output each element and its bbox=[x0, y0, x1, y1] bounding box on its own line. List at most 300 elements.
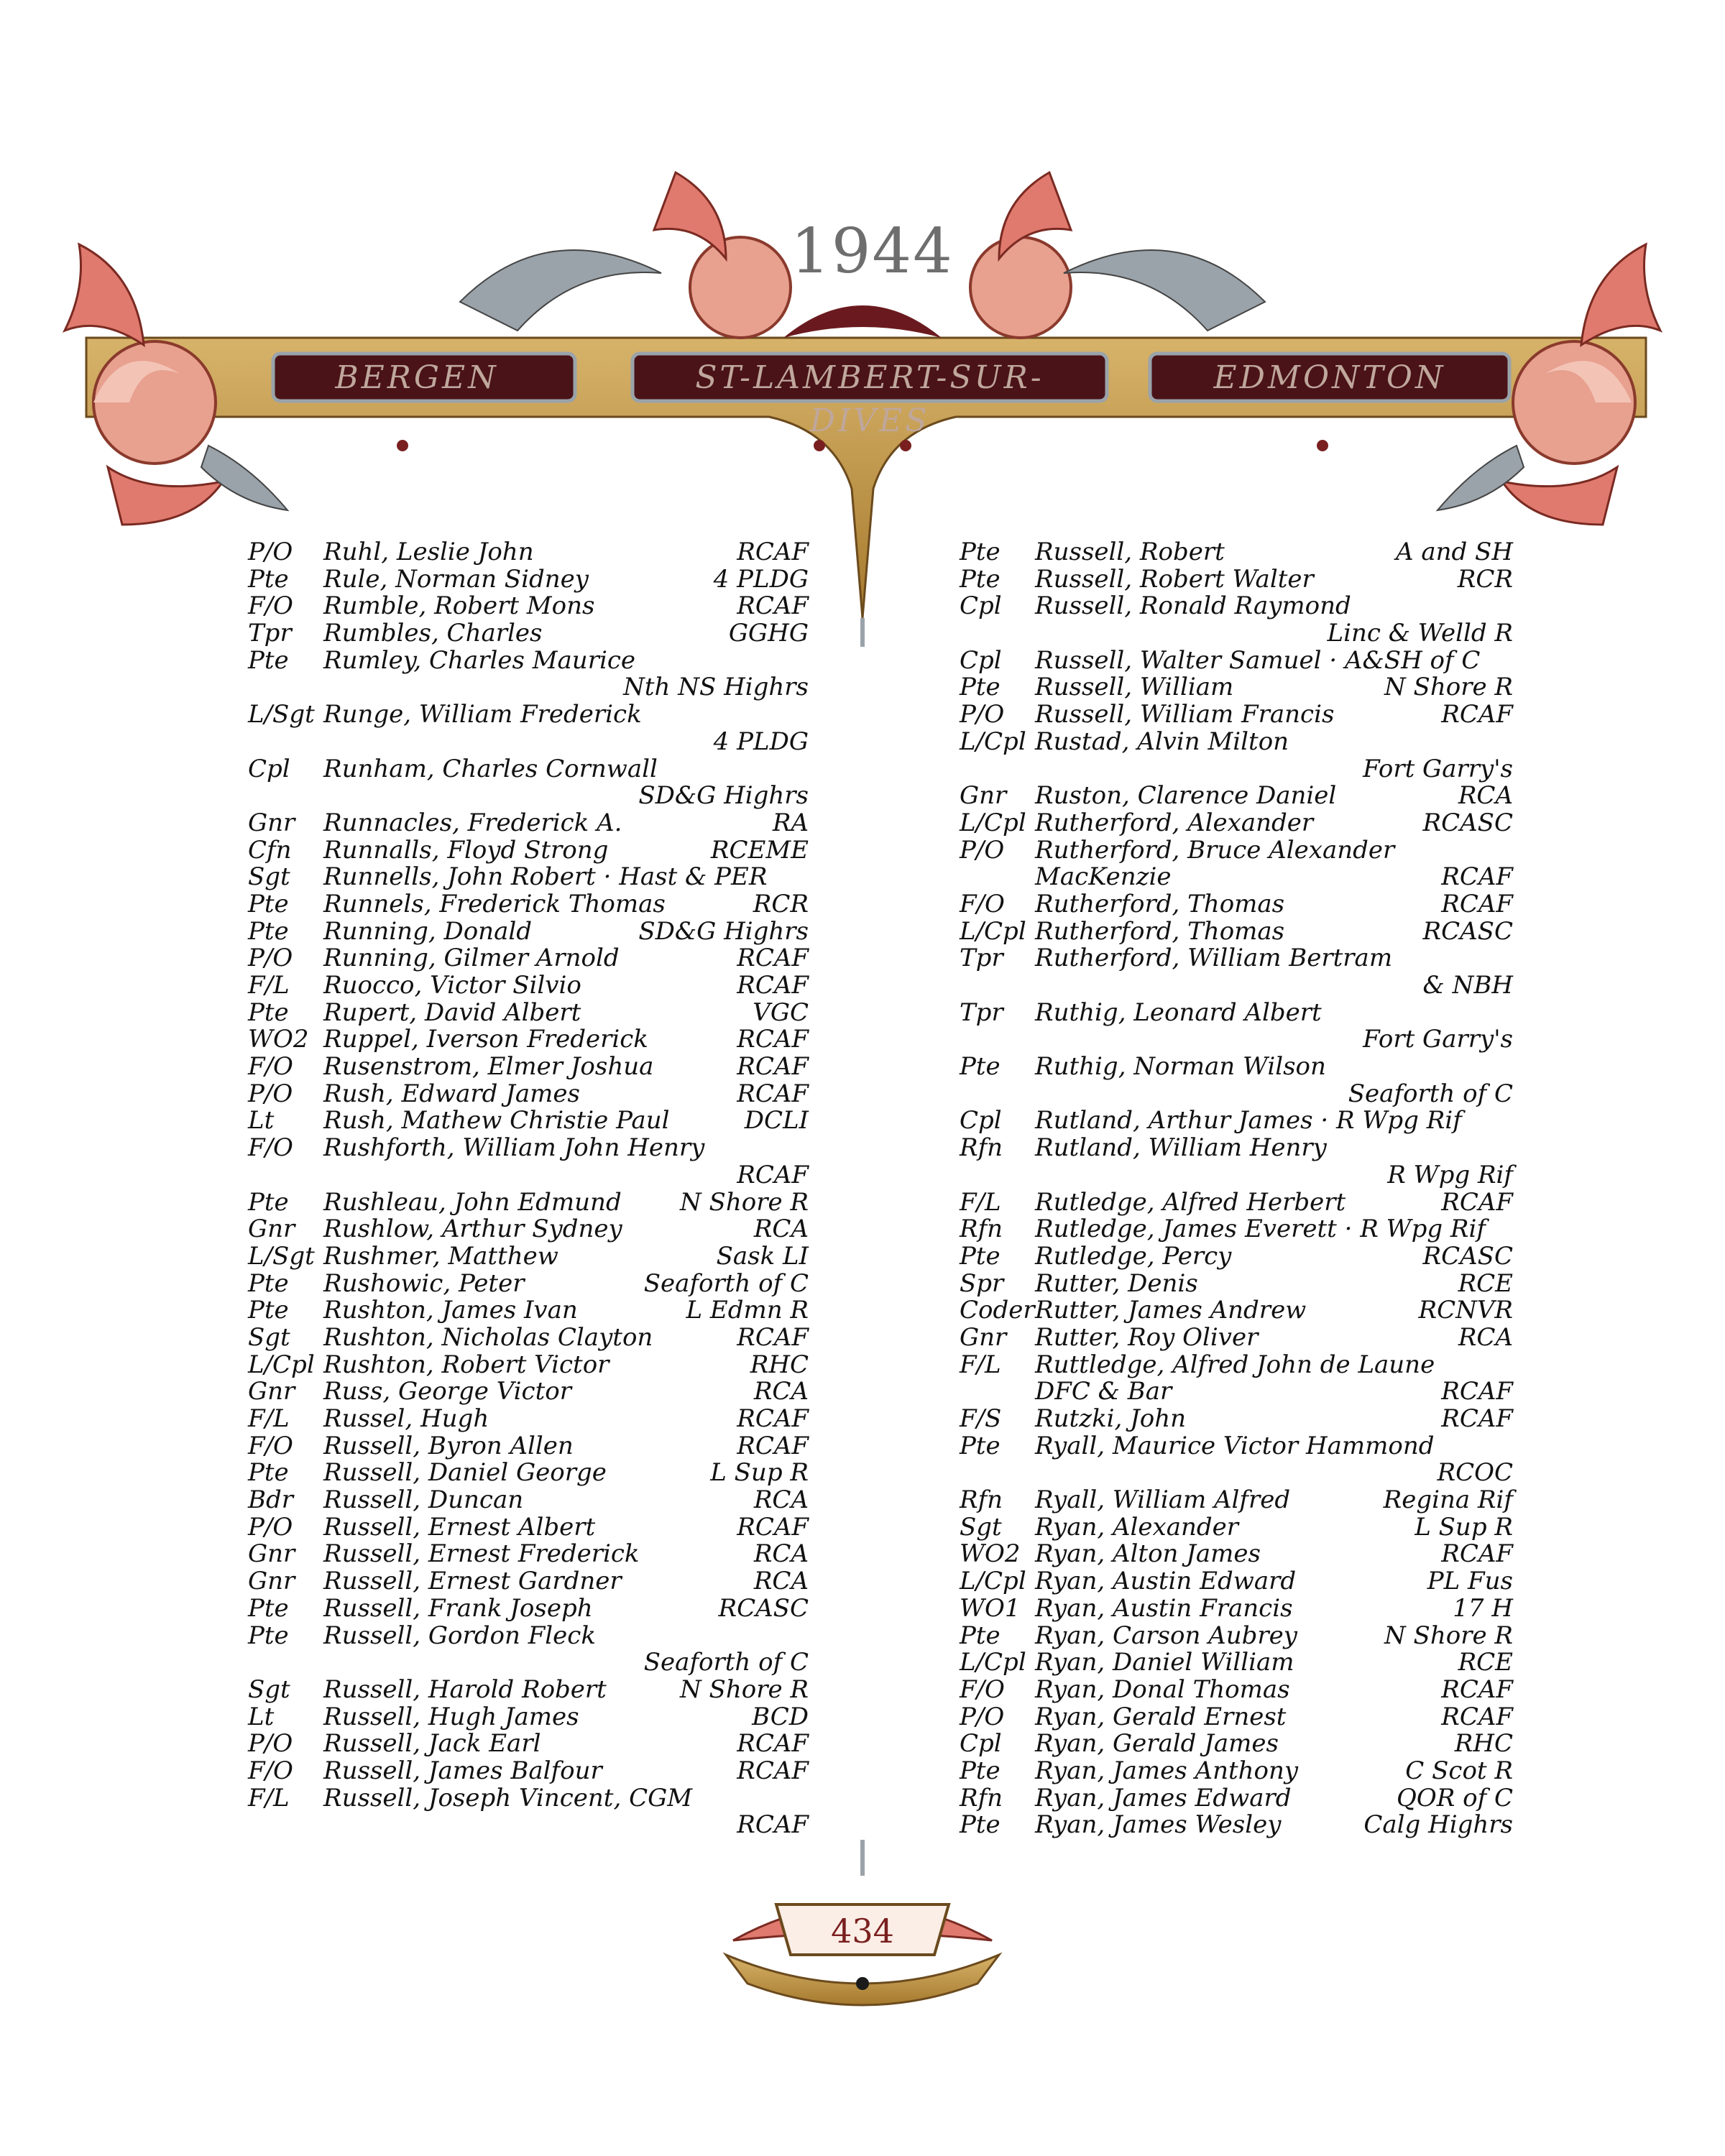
rank-label: Tpr bbox=[960, 944, 1003, 973]
rank-label: L/Cpl bbox=[960, 916, 1026, 946]
list-item bbox=[248, 918, 809, 946]
list-item bbox=[248, 810, 809, 837]
unit-label: RCAF bbox=[1441, 700, 1513, 729]
unit-label: RCR bbox=[753, 889, 809, 918]
name-label: Rutland, William Henry bbox=[1035, 1133, 1327, 1163]
rank-label: Sgt bbox=[248, 1674, 290, 1704]
unit-label: Sask LI bbox=[716, 1241, 809, 1271]
list-item bbox=[248, 783, 809, 810]
list-item bbox=[248, 756, 809, 783]
rank-label: Pte bbox=[248, 1621, 289, 1650]
unit-label: Calg Highrs bbox=[1363, 1810, 1513, 1840]
unit-label: 17 H bbox=[1453, 1593, 1513, 1623]
rank-label: F/O bbox=[248, 1052, 293, 1082]
list-item bbox=[248, 1433, 809, 1460]
list-item bbox=[960, 1352, 1513, 1379]
list-item bbox=[960, 810, 1513, 837]
unit-label: RA bbox=[772, 808, 809, 837]
rank-label: Pte bbox=[248, 645, 289, 675]
rank-label: Cpl bbox=[960, 591, 1002, 621]
name-label: Ryan, Austin Francis bbox=[1035, 1593, 1293, 1623]
name-label: Rushowic, Peter bbox=[323, 1268, 525, 1298]
list-item bbox=[248, 1487, 809, 1514]
name-label: Rutherford, Bruce Alexander bbox=[1035, 835, 1395, 865]
unit-label: RCAF bbox=[737, 1512, 809, 1542]
right-name-column bbox=[960, 539, 1513, 1839]
name-label: Russell, Ronald Raymond bbox=[1035, 591, 1351, 621]
unit-label: RCASC bbox=[718, 1593, 809, 1623]
rank-label: Pte bbox=[248, 1593, 289, 1623]
banner-middle-label: ST-LAMBERT-SUR-DIVES bbox=[695, 359, 1044, 439]
rank-label: Rfn bbox=[960, 1783, 1003, 1812]
rank-label: Sgt bbox=[960, 1512, 1002, 1542]
name-label: Running, Donald bbox=[323, 916, 532, 946]
rank-label: Pte bbox=[960, 564, 1000, 594]
list-item bbox=[960, 1378, 1513, 1406]
rank-label: WO2 bbox=[248, 1025, 309, 1054]
unit-label: RCA bbox=[753, 1215, 809, 1244]
list-item bbox=[960, 1026, 1513, 1054]
rank-label: F/O bbox=[248, 1756, 293, 1785]
rank-label: L/Cpl bbox=[960, 727, 1026, 756]
unit-label: Seaforth of C bbox=[643, 1268, 809, 1298]
unit-label: RCAF bbox=[737, 1404, 809, 1433]
list-item bbox=[248, 1297, 809, 1325]
name-label: Rumley, Charles Maurice bbox=[323, 645, 635, 675]
list-item bbox=[248, 1322, 809, 1352]
unit-label: SD&G Highrs bbox=[638, 781, 809, 811]
unit-label: SD&G Highrs bbox=[638, 916, 809, 946]
list-item bbox=[960, 566, 1513, 594]
rank-label: P/O bbox=[960, 700, 1005, 729]
name-label: Russell, Hugh James bbox=[323, 1702, 579, 1731]
rank-label: F/O bbox=[248, 591, 293, 621]
rank-label: F/L bbox=[248, 1783, 290, 1812]
unit-label: RHC bbox=[1454, 1729, 1513, 1759]
list-item bbox=[960, 1433, 1513, 1460]
list-item bbox=[248, 566, 809, 594]
list-item bbox=[960, 593, 1513, 620]
list-item bbox=[248, 1054, 809, 1081]
list-item bbox=[248, 1758, 809, 1785]
rank-label: Gnr bbox=[248, 808, 295, 837]
list-item bbox=[960, 729, 1513, 756]
list-item bbox=[248, 1649, 809, 1677]
list-item bbox=[248, 1268, 809, 1298]
rank-label: Gnr bbox=[248, 1567, 295, 1596]
name-label: Rushlow, Arthur Sydney bbox=[323, 1215, 622, 1244]
unit-label: RCAF bbox=[1441, 1674, 1513, 1704]
unit-label: R Wpg Rif bbox=[1387, 1160, 1513, 1189]
name-label: MacKenzie bbox=[1035, 862, 1172, 892]
rank-label: Pte bbox=[248, 564, 289, 594]
name-label: Running, Gilmer Arnold bbox=[323, 944, 620, 973]
list-item bbox=[248, 1216, 809, 1243]
list-item bbox=[248, 1595, 809, 1623]
name-label: Ruttledge, Alfred John de Laune bbox=[1035, 1350, 1435, 1379]
rank-label: Pte bbox=[960, 1621, 1000, 1650]
name-label: Russel, Hugh bbox=[323, 1404, 489, 1433]
list-item bbox=[960, 972, 1513, 1000]
banner-left-label: BERGEN bbox=[335, 359, 499, 396]
list-item bbox=[960, 1054, 1513, 1081]
list-item bbox=[960, 1704, 1513, 1731]
name-label: Russell, Gordon Fleck bbox=[323, 1621, 596, 1650]
unit-label: RCAF bbox=[737, 1431, 809, 1460]
list-item bbox=[960, 1107, 1513, 1135]
unit-label: RCASC bbox=[1422, 1241, 1513, 1271]
list-item bbox=[248, 945, 809, 972]
unit-label: RCAF bbox=[1441, 862, 1513, 892]
rank-label: Tpr bbox=[960, 998, 1003, 1027]
rank-label: F/L bbox=[960, 1187, 1001, 1217]
rank-label: L/Cpl bbox=[248, 1350, 315, 1379]
unit-label: RCA bbox=[1458, 1322, 1513, 1352]
name-label: Ryan, Daniel William bbox=[1035, 1648, 1294, 1677]
unit-label: RCAF bbox=[737, 591, 809, 621]
rank-label: Rfn bbox=[960, 1215, 1003, 1244]
unit-label: QOR of C bbox=[1396, 1783, 1513, 1812]
year-heading: 1944 bbox=[791, 216, 954, 287]
rank-label: Pte bbox=[960, 1431, 1000, 1460]
name-label: Russell, William bbox=[1035, 673, 1234, 702]
unit-label: RCAF bbox=[737, 538, 809, 566]
unit-label: RCAF bbox=[1441, 1377, 1513, 1406]
name-label: Rutherford, William Bertram bbox=[1035, 944, 1393, 973]
list-item bbox=[960, 1514, 1513, 1542]
list-item bbox=[960, 1674, 1513, 1704]
name-label: Rushton, Robert Victor bbox=[323, 1350, 610, 1379]
list-item bbox=[960, 1460, 1513, 1487]
banner-right-label: EDMONTON bbox=[1213, 359, 1446, 396]
list-item bbox=[248, 1378, 809, 1406]
rank-label: WO1 bbox=[960, 1593, 1021, 1623]
name-label: Russell, Robert bbox=[1035, 538, 1225, 566]
list-item bbox=[960, 1623, 1513, 1650]
unit-label: RCA bbox=[753, 1485, 809, 1515]
rank-label: Pte bbox=[248, 1458, 289, 1488]
name-label: Russell, Frank Joseph bbox=[323, 1593, 593, 1623]
unit-label: L Edmn R bbox=[686, 1296, 809, 1325]
unit-label: N Shore R bbox=[1384, 673, 1513, 702]
rank-label: P/O bbox=[960, 835, 1005, 865]
name-label: Ryan, Austin Edward bbox=[1035, 1567, 1297, 1596]
unit-label: DCLI bbox=[744, 1106, 809, 1135]
name-label: Ruocco, Victor Silvio bbox=[323, 971, 581, 1000]
list-item bbox=[248, 864, 809, 891]
name-label: Rutledge, Percy bbox=[1035, 1241, 1232, 1271]
rank-label: Pte bbox=[248, 998, 289, 1027]
unit-label: BCD bbox=[752, 1702, 809, 1731]
rank-label: F/O bbox=[248, 1133, 293, 1163]
rank-label: Lt bbox=[248, 1106, 275, 1135]
list-item bbox=[248, 891, 809, 918]
list-item bbox=[248, 1541, 809, 1568]
name-label: Rumbles, Charles bbox=[323, 619, 543, 648]
name-label: Rutter, Roy Oliver bbox=[1035, 1322, 1259, 1352]
list-item bbox=[960, 1189, 1513, 1217]
list-item bbox=[960, 1268, 1513, 1298]
unit-label: Seaforth of C bbox=[643, 1648, 809, 1677]
name-label: Russell, James Balfour bbox=[323, 1756, 602, 1785]
rank-label: P/O bbox=[248, 1512, 293, 1542]
list-item bbox=[960, 1000, 1513, 1027]
list-item bbox=[248, 1189, 809, 1217]
list-item bbox=[248, 1081, 809, 1108]
unit-label: RCR bbox=[1457, 564, 1513, 594]
rank-label: Pte bbox=[960, 538, 1000, 566]
unit-label: N Shore R bbox=[680, 1187, 809, 1217]
rank-label: Cpl bbox=[960, 1106, 1002, 1135]
list-item bbox=[248, 1107, 809, 1135]
rank-label: L/Cpl bbox=[960, 1567, 1026, 1596]
unit-label: VGC bbox=[753, 998, 809, 1027]
rank-label: Sgt bbox=[248, 1322, 290, 1352]
rank-label: Bdr bbox=[248, 1485, 294, 1515]
rank-label: Cpl bbox=[960, 645, 1002, 675]
rank-label: Gnr bbox=[248, 1215, 295, 1244]
name-label: Runge, William Frederick bbox=[323, 700, 642, 729]
unit-label: N Shore R bbox=[680, 1674, 809, 1704]
list-item bbox=[960, 1785, 1513, 1812]
unit-label: Linc & Welld R bbox=[1327, 619, 1513, 648]
unit-label: A and SH bbox=[1395, 538, 1513, 566]
list-item bbox=[960, 756, 1513, 783]
name-label: Ryan, Gerald James bbox=[1035, 1729, 1279, 1759]
list-item bbox=[248, 1135, 809, 1162]
name-label: Ryan, James Anthony bbox=[1035, 1756, 1299, 1785]
list-item bbox=[248, 1026, 809, 1054]
name-label: Rutherford, Thomas bbox=[1035, 916, 1285, 946]
name-label: Russell, Harold Robert bbox=[323, 1674, 607, 1704]
name-label: Ryan, Gerald Ernest bbox=[1035, 1702, 1287, 1731]
name-label: Ryall, William Alfred bbox=[1035, 1485, 1291, 1515]
name-label: Ryan, James Edward bbox=[1035, 1783, 1292, 1812]
list-item bbox=[960, 1162, 1513, 1189]
name-label: Runnalls, Floyd Strong bbox=[323, 835, 609, 865]
list-item bbox=[960, 645, 1513, 675]
rank-label: Rfn bbox=[960, 1485, 1003, 1515]
list-item bbox=[960, 1758, 1513, 1785]
unit-label: RCASC bbox=[1422, 808, 1513, 837]
name-label: Runnels, Frederick Thomas bbox=[323, 889, 666, 918]
rank-label: F/L bbox=[960, 1350, 1001, 1379]
list-item bbox=[960, 1649, 1513, 1677]
rank-label: P/O bbox=[248, 1729, 293, 1759]
name-label: Runnacles, Frederick A. bbox=[323, 808, 622, 837]
rank-label: WO2 bbox=[960, 1539, 1021, 1569]
name-label: Runham, Charles Cornwall bbox=[323, 754, 658, 783]
rank-label: Pte bbox=[248, 916, 289, 946]
list-item bbox=[248, 1352, 809, 1379]
list-item bbox=[248, 1162, 809, 1189]
name-label: Ryan, Alton James bbox=[1035, 1539, 1261, 1569]
list-item bbox=[248, 1406, 809, 1433]
name-label: Russell, Ernest Albert bbox=[323, 1512, 596, 1542]
rank-label: F/L bbox=[248, 1404, 290, 1433]
rank-label: F/L bbox=[248, 971, 290, 1000]
name-label: Rustad, Alvin Milton bbox=[1035, 727, 1289, 756]
list-item bbox=[248, 1812, 809, 1839]
name-label: Russell, Joseph Vincent, CGM bbox=[323, 1783, 693, 1812]
name-label: Rupert, David Albert bbox=[323, 998, 581, 1027]
name-label: Rutherford, Alexander bbox=[1035, 808, 1314, 837]
name-label: Runnells, John Robert · Hast & PER bbox=[323, 862, 768, 892]
list-item bbox=[960, 1595, 1513, 1623]
list-item bbox=[960, 1216, 1513, 1243]
unit-label: RCAF bbox=[737, 1052, 809, 1082]
rank-label: Pte bbox=[248, 1187, 289, 1217]
unit-label: PL Fus bbox=[1427, 1567, 1513, 1596]
rank-label: P/O bbox=[248, 1079, 293, 1108]
list-item bbox=[960, 945, 1513, 972]
name-label: DFC & Bar bbox=[1035, 1377, 1172, 1406]
name-label: Russ, George Victor bbox=[323, 1377, 571, 1406]
name-label: Ryan, Alexander bbox=[1035, 1512, 1239, 1542]
list-item bbox=[248, 1731, 809, 1758]
rank-label: Pte bbox=[960, 1241, 1000, 1271]
list-item bbox=[248, 1460, 809, 1487]
rank-label: Gnr bbox=[248, 1377, 295, 1406]
name-label: Ruthig, Norman Wilson bbox=[1035, 1052, 1326, 1082]
list-item bbox=[960, 1487, 1513, 1514]
name-label: Rutherford, Thomas bbox=[1035, 889, 1285, 918]
name-label: Ruppel, Iverson Frederick bbox=[323, 1025, 648, 1054]
list-item bbox=[248, 674, 809, 701]
list-item bbox=[960, 1568, 1513, 1595]
list-item bbox=[960, 701, 1513, 729]
unit-label: RCAF bbox=[737, 1160, 809, 1189]
unit-label: RHC bbox=[750, 1350, 809, 1379]
name-label: Ryan, James Wesley bbox=[1035, 1810, 1282, 1840]
rank-label: Cpl bbox=[248, 754, 290, 783]
rank-label: Pte bbox=[960, 1052, 1000, 1082]
list-item bbox=[248, 1000, 809, 1027]
name-label: Russell, Duncan bbox=[323, 1485, 524, 1515]
list-item bbox=[960, 1243, 1513, 1271]
unit-label: GGHG bbox=[728, 619, 809, 648]
unit-label: RCAF bbox=[737, 1810, 809, 1840]
name-label: Rush, Edward James bbox=[323, 1079, 580, 1108]
rank-label: Pte bbox=[248, 889, 289, 918]
rank-label: Rfn bbox=[960, 1133, 1003, 1163]
unit-label: Seaforth of C bbox=[1348, 1079, 1513, 1108]
name-label: Rutter, Denis bbox=[1035, 1268, 1198, 1298]
unit-label: Fort Garry's bbox=[1363, 1025, 1513, 1054]
rank-label: L/Cpl bbox=[960, 1648, 1026, 1677]
list-item bbox=[960, 837, 1513, 865]
unit-label: RCAF bbox=[737, 1756, 809, 1785]
list-item bbox=[248, 837, 809, 865]
rank-label: L/Sgt bbox=[248, 700, 315, 729]
unit-label: RCA bbox=[753, 1567, 809, 1596]
name-label: Rule, Norman Sidney bbox=[323, 564, 589, 594]
unit-label: Regina Rif bbox=[1383, 1485, 1513, 1515]
list-item bbox=[248, 1514, 809, 1542]
list-item bbox=[248, 1623, 809, 1650]
name-label: Rushleau, John Edmund bbox=[323, 1187, 622, 1217]
list-item bbox=[960, 1322, 1513, 1352]
unit-label: RCAF bbox=[1441, 889, 1513, 918]
page-number: 434 bbox=[831, 1912, 894, 1950]
name-label: Ruston, Clarence Daniel bbox=[1035, 781, 1337, 811]
unit-label: RCA bbox=[753, 1539, 809, 1569]
list-item bbox=[248, 972, 809, 1000]
rank-label: Sgt bbox=[248, 862, 290, 892]
rank-label: Pte bbox=[960, 673, 1000, 702]
list-item bbox=[248, 1704, 809, 1731]
left-name-column bbox=[248, 539, 809, 1839]
unit-label: Fort Garry's bbox=[1363, 754, 1513, 783]
list-item bbox=[248, 701, 809, 729]
list-item bbox=[960, 864, 1513, 891]
name-label: Ryall, Maurice Victor Hammond bbox=[1035, 1431, 1435, 1460]
name-label: Rutland, Arthur James · R Wpg Rif bbox=[1035, 1106, 1462, 1135]
name-label: Rushforth, William John Henry bbox=[323, 1133, 705, 1163]
unit-label: & NBH bbox=[1422, 971, 1513, 1000]
unit-label: RCAF bbox=[1441, 1404, 1513, 1433]
name-label: Rutter, James Andrew bbox=[1035, 1296, 1307, 1325]
name-label: Russell, Jack Earl bbox=[323, 1729, 541, 1759]
name-label: Russell, Robert Walter bbox=[1035, 564, 1314, 594]
unit-label: 4 PLDG bbox=[713, 564, 809, 594]
rank-label: Gnr bbox=[248, 1539, 295, 1569]
list-item bbox=[248, 1785, 809, 1812]
unit-label: RCOC bbox=[1437, 1458, 1513, 1488]
rank-label: F/O bbox=[248, 1431, 293, 1460]
rank-label: F/S bbox=[960, 1404, 1002, 1433]
name-label: Ryan, Donal Thomas bbox=[1035, 1674, 1290, 1704]
unit-label: RCAF bbox=[737, 1322, 809, 1352]
rank-label: Pte bbox=[960, 1810, 1000, 1840]
unit-label: RCAF bbox=[737, 944, 809, 973]
list-item bbox=[960, 1135, 1513, 1162]
name-label: Russell, Walter Samuel · A&SH of C bbox=[1035, 645, 1481, 675]
rank-label: L/Sgt bbox=[248, 1241, 315, 1271]
name-label: Rutledge, Alfred Herbert bbox=[1035, 1187, 1346, 1217]
list-item bbox=[248, 1674, 809, 1704]
rank-label: Coder bbox=[960, 1296, 1035, 1325]
unit-label: C Scot R bbox=[1405, 1756, 1513, 1785]
name-label: Rushmer, Matthew bbox=[323, 1241, 558, 1271]
unit-label: RCAF bbox=[1441, 1539, 1513, 1569]
rank-label: P/O bbox=[248, 538, 293, 566]
name-label: Rutledge, James Everett · R Wpg Rif bbox=[1035, 1215, 1486, 1244]
name-label: Rusenstrom, Elmer Joshua bbox=[323, 1052, 654, 1082]
list-item bbox=[248, 620, 809, 648]
list-item bbox=[960, 1081, 1513, 1108]
unit-label: RCE bbox=[1458, 1268, 1513, 1298]
rank-label: Lt bbox=[248, 1702, 275, 1731]
name-label: Russell, William Francis bbox=[1035, 700, 1335, 729]
unit-label: Nth NS Highrs bbox=[623, 673, 809, 702]
rank-label: Pte bbox=[248, 1268, 289, 1298]
list-item bbox=[248, 645, 809, 675]
rank-label: Tpr bbox=[248, 619, 292, 648]
list-item bbox=[248, 729, 809, 756]
name-label: Rutzki, John bbox=[1035, 1404, 1187, 1433]
unit-label: RCA bbox=[753, 1377, 809, 1406]
unit-label: RCAF bbox=[737, 1079, 809, 1108]
rank-label: F/O bbox=[960, 1674, 1005, 1704]
list-item bbox=[960, 1812, 1513, 1839]
rank-label: P/O bbox=[248, 944, 293, 973]
rank-label: P/O bbox=[960, 1702, 1005, 1731]
name-label: Rumble, Robert Mons bbox=[323, 591, 595, 621]
unit-label: RCAF bbox=[737, 1729, 809, 1759]
rank-label: Cfn bbox=[248, 835, 292, 865]
list-item bbox=[960, 1541, 1513, 1568]
